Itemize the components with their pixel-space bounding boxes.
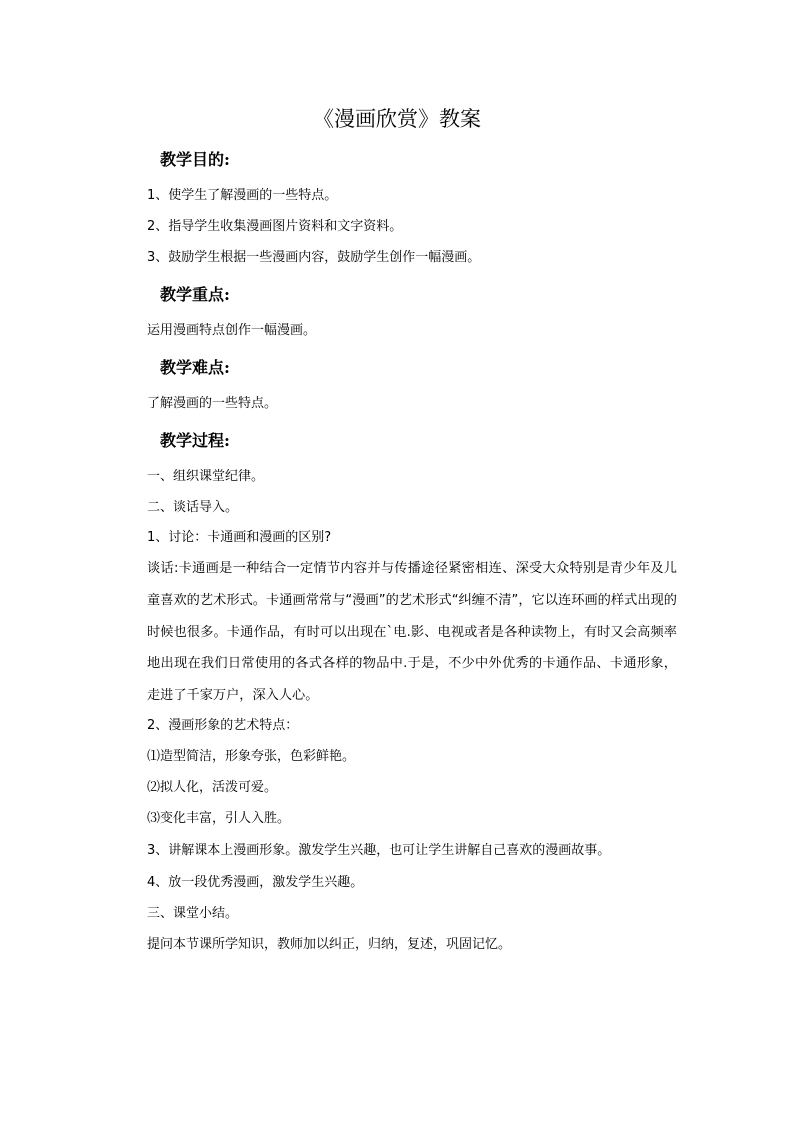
process-after-line-2: 4、放一段优秀漫画，激发学生兴趣。 [147, 875, 364, 890]
difficulties-heading: 教学难点: [160, 358, 230, 377]
feature-item-3: ⑶变化丰富，引人入胜。 [147, 811, 291, 826]
process-line-1: 一、组织课堂纪律。 [147, 469, 265, 484]
objective-item-3: 3、鼓励学生根据一些漫画内容，鼓励学生创作一幅漫画。 [147, 250, 481, 265]
process-after-line-1: 3、讲解课本上漫画形象。激发学生兴趣，也可让学生讲解自己喜欢的漫画故事。 [147, 843, 611, 858]
feature-item-2: ⑵拟人化，活泼可爱。 [147, 780, 278, 795]
summary-text: 提问本节课所学知识，教师加以纠正，归纳，复述，巩固记忆。 [147, 937, 512, 952]
key-points-heading: 教学重点: [160, 285, 230, 304]
page-title: 《漫画欣赏》教案 [313, 107, 481, 131]
objective-item-2: 2、指导学生收集漫画图片资料和文字资料。 [147, 219, 403, 234]
features-title: 2、漫画形象的艺术特点： [147, 718, 299, 733]
process-line-2: 二、谈话导入。 [147, 500, 239, 515]
process-heading: 教学过程: [160, 431, 230, 450]
objective-item-1: 1、使学生了解漫画的一些特点。 [147, 188, 338, 203]
key-points-text: 运用漫画特点创作一幅漫画。 [147, 323, 317, 338]
process-line-3: 1、讨论：卡通画和漫画的区别? [147, 530, 332, 545]
feature-item-1: ⑴造型简洁，形象夸张，色彩鲜艳。 [147, 749, 356, 764]
summary-heading: 三、课堂小结。 [147, 906, 239, 921]
talk-paragraph-text: 谈话:卡通画是一种结合一定情节内容并与传播途径紧密相连、深受大众特别是青少年及儿童喜欢的艺术形式。卡通画常常与“漫画”的艺术形式“纠缠不清”，它以连环画的样式出现的时候也很多。卡通作品，有时可以出现在`电.影、电视或者是各种读物上，有时又会高频率地出现在我们日常使用的各式各样的物品中.于是，不少中外优秀的卡通作品、卡通形象，走进了千家万户，深入人心。 [147, 561, 677, 704]
difficulties-text: 了解漫画的一些特点。 [147, 396, 278, 411]
talk-paragraph [147, 553, 677, 712]
objectives-heading: 教学目的: [160, 150, 230, 169]
